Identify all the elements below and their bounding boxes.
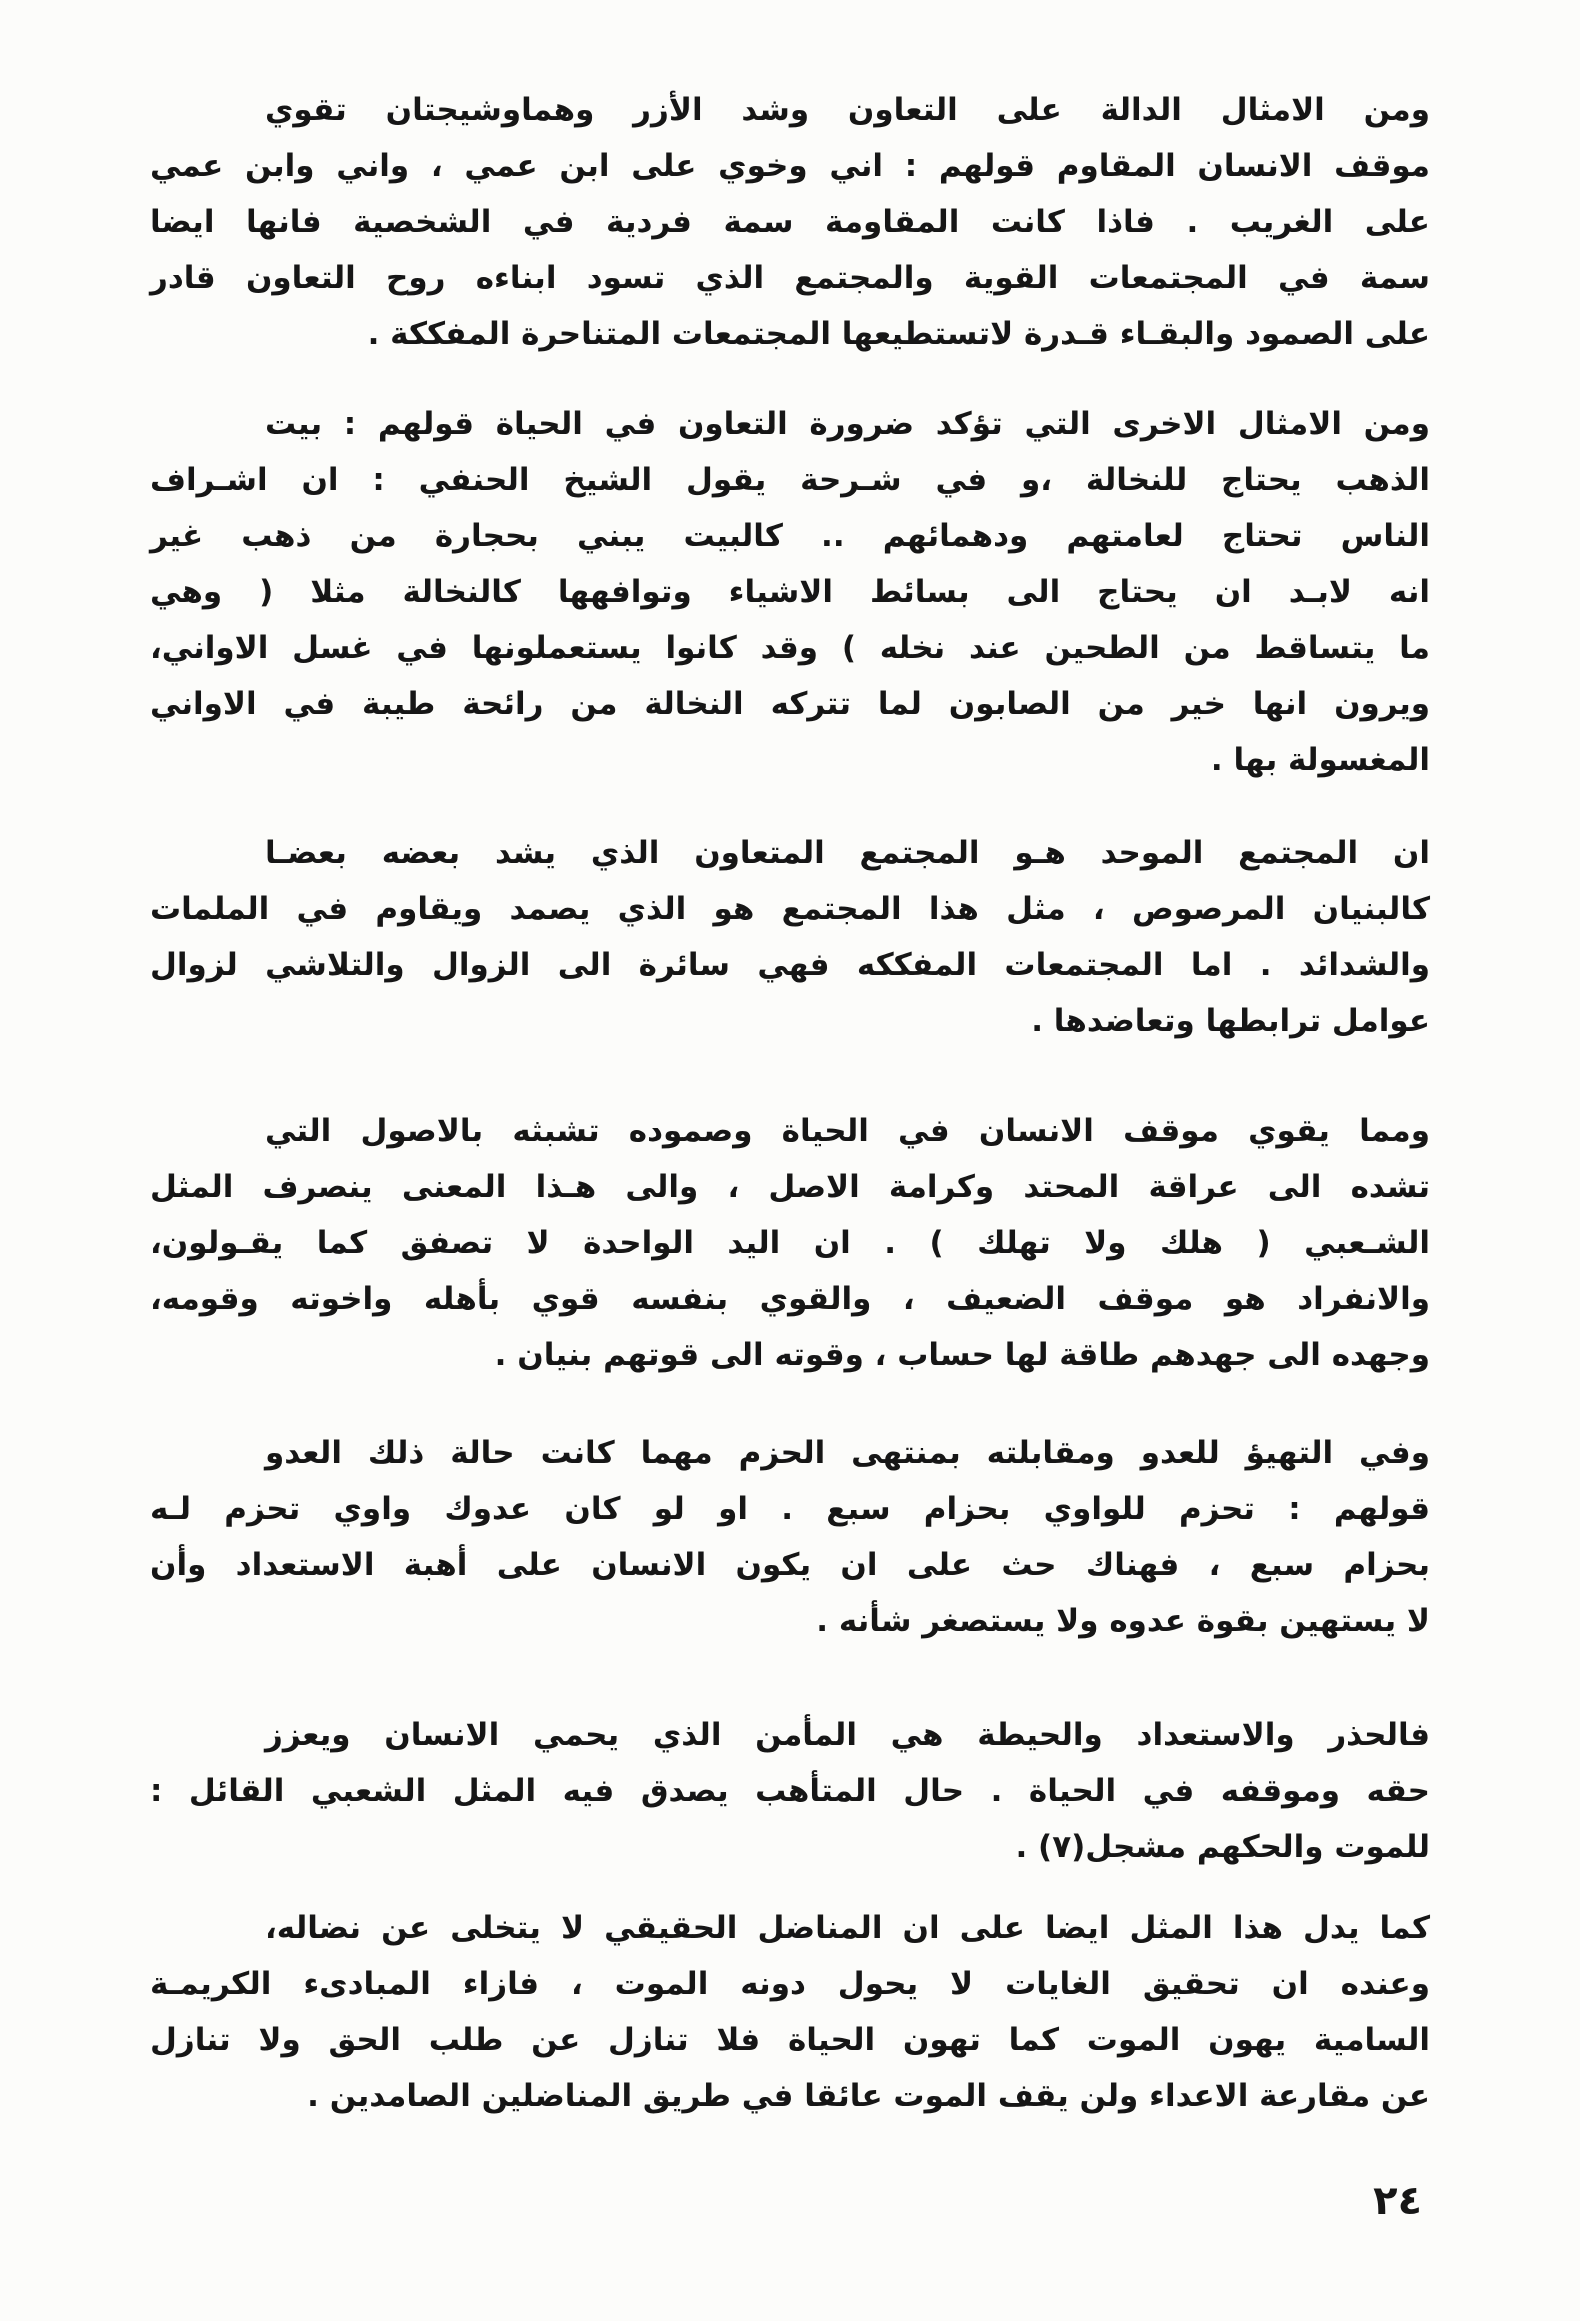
text-line: عن مقارعة الاعداء ولن يقف الموت عائقا في طريق المناضلين الصامدين . <box>307 2078 1430 2114</box>
text-line: وعنده ان تحقيق الغايات لا يحول دونه الموت ، فازاء المبادىء الكريمـة <box>150 1966 1430 2002</box>
text-line: للموت والحكهم مشجل(٧) . <box>1015 1829 1430 1865</box>
text-line: انه لابـد ان يحتاج الى بسائط الاشياء وتوافهها كالنخالة مثلا ( وهي <box>150 574 1430 610</box>
text-line: موقف الانسان المقاوم قولهم : اني وخوي على ابن عمي ، واني وابن عمي <box>150 148 1430 184</box>
text-line: عوامل ترابطها وتعاضدها . <box>1031 1003 1430 1039</box>
text-line: المغسولة بها . <box>1210 742 1430 778</box>
text-line: وجهده الى جهدهم طاقة لها حساب ، وقوته الى قوتهم بنيان . <box>494 1337 1430 1373</box>
text-line: كالبنيان المرصوص ، مثل هذا المجتمع هو الذي يصمد ويقاوم في الملمات <box>150 891 1430 927</box>
text-line: ان المجتمع الموحد هـو المجتمع المتعاون الذي يشد بعضه بعضـا <box>265 835 1430 871</box>
text-line: وفي التهيؤ للعدو ومقابلته بمنتهى الحزم مهما كانت حالة ذلك العدو <box>265 1435 1430 1471</box>
text-line: الناس تحتاج لعامتهم ودهمائهم .. كالبيت يبني بحجارة من ذهب غير <box>150 518 1430 554</box>
text-line: والانفراد هو موقف الضعيف ، والقوي بنفسه قوي بأهله واخوته وقومه، <box>150 1281 1430 1317</box>
text-line: الذهب يحتاج للنخالة ،و في شـرحة يقول الشيخ الحنفي : ان اشـراف <box>150 462 1430 498</box>
text-line: ومن الامثال الاخرى التي تؤكد ضرورة التعاون في الحياة قولهم : بيت <box>265 406 1430 442</box>
text-line: على الغريب . فاذا كانت المقاومة سمة فردية في الشخصية فانها ايضا <box>150 204 1430 240</box>
text-line: فالحذر والاستعداد والحيطة هي المأمن الذي يحمي الانسان ويعزز <box>265 1717 1430 1753</box>
text-line: السامية يهون الموت كما تهون الحياة فلا تنازل عن طلب الحق ولا تنازل <box>150 2022 1430 2058</box>
text-line: ويرون انها خير من الصابون لما تتركه النخالة من رائحة طيبة في الاواني <box>150 686 1430 722</box>
text-line: لا يستهين بقوة عدوه ولا يستصغر شأنه . <box>816 1603 1430 1639</box>
text-line: بحزام سبع ، فهناك حث على ان يكون الانسان على أهبة الاستعداد وأن <box>150 1547 1430 1583</box>
text-line: حقه وموقفه في الحياة . حال المتأهب يصدق فيه المثل الشعبي القائل : <box>150 1773 1430 1809</box>
text-line: والشدائد . اما المجتمعات المفككه فهي سائرة الى الزوال والتلاشي لزوال <box>150 947 1430 983</box>
text-line: الشـعبي ( هلك ولا تهلك ) . ان اليد الواحدة لا تصفق كما يقـولون، <box>150 1225 1430 1261</box>
text-line: على الصمود والبقـاء قـدرة لاتستطيعها المجتمعات المتناحرة المفككة . <box>367 316 1430 352</box>
text-line: قولهم : تحزم للواوي بحزام سبع . او لو كان عدوك واوي تحزم لـه <box>150 1491 1430 1527</box>
text-line: كما يدل هذا المثل ايضا على ان المناضل الحقيقي لا يتخلى عن نضاله، <box>265 1910 1430 1946</box>
page-number: ٢٤ <box>1373 2178 1422 2224</box>
text-line: سمة في المجتمعات القوية والمجتمع الذي تسود ابناءه روح التعاون قادر <box>150 260 1430 296</box>
text-line: ما يتساقط من الطحين عند نخله ) وقد كانوا يستعملونها في غسل الاواني، <box>150 630 1430 666</box>
text-line: ومما يقوي موقف الانسان في الحياة وصموده تشبثه بالاصول التي <box>265 1113 1430 1149</box>
text-line: ومن الامثال الدالة على التعاون وشد الأزر وهماوشيجتان تقوي <box>265 92 1430 128</box>
text-line: تشده الى عراقة المحتد وكرامة الاصل ، والى هـذا المعنى ينصرف المثل <box>150 1169 1430 1205</box>
